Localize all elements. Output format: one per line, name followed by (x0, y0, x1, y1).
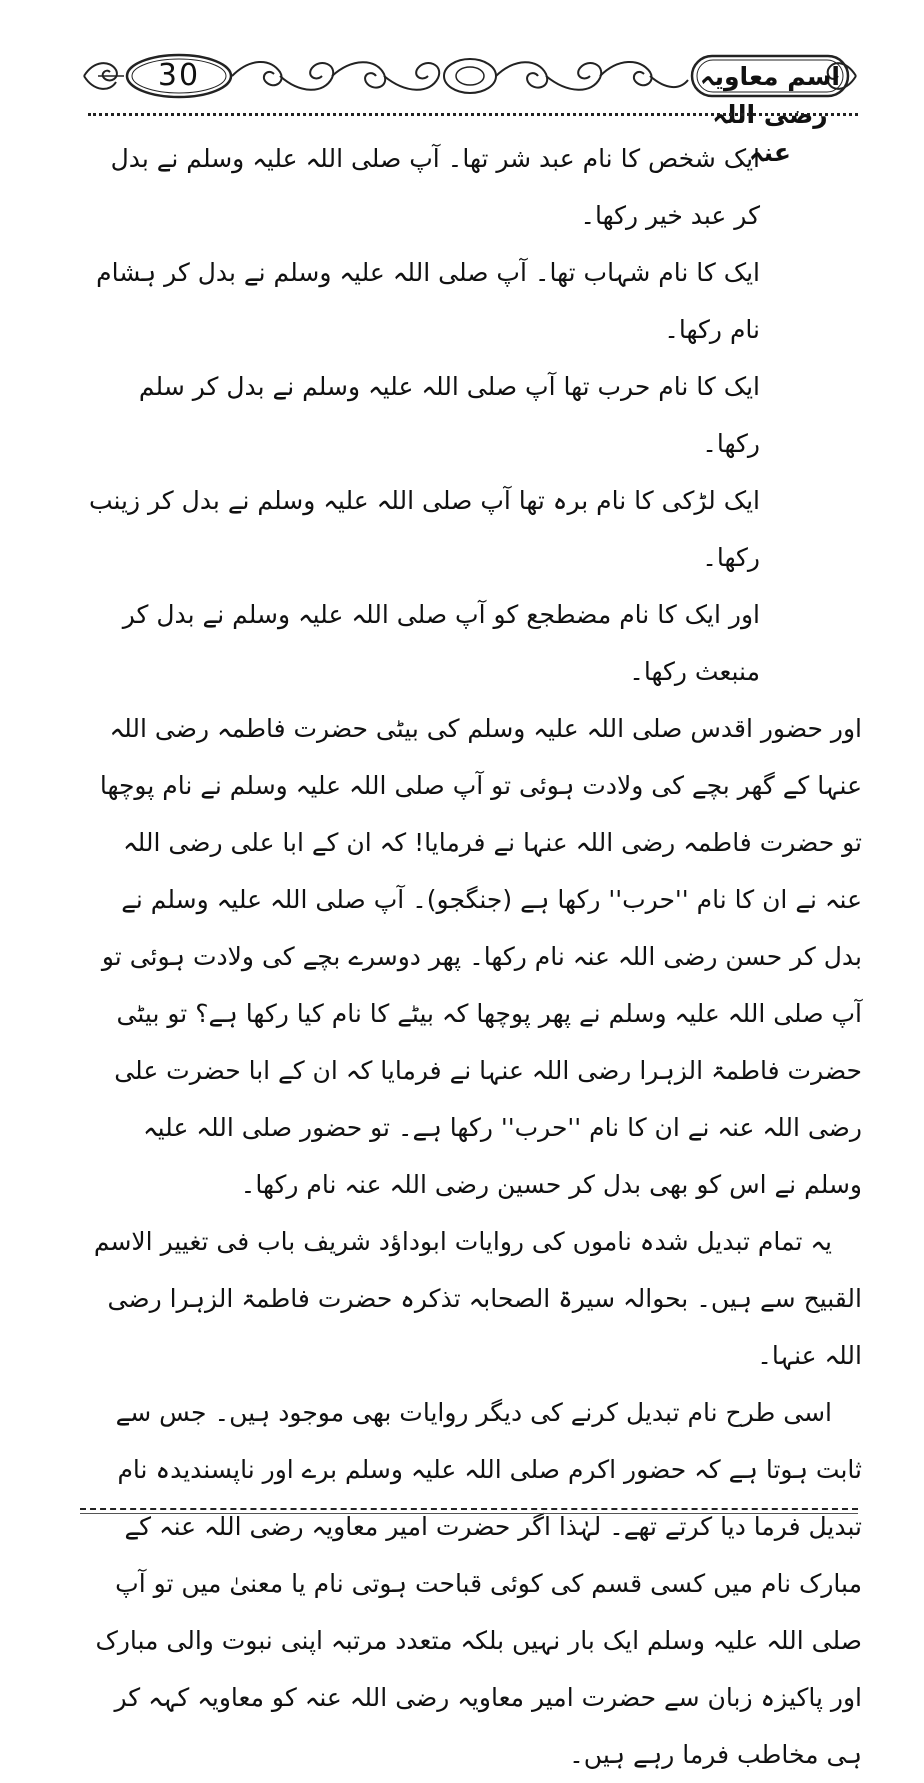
page-number: 30 (157, 58, 201, 93)
footer-divider (80, 1508, 858, 1510)
text-line: اور ایک کا نام مضطجع کو آپ صلی اللہ علیہ وسلم نے بدل کر منبعث رکھا۔ (122, 600, 760, 686)
footer-divider-underline (80, 1513, 858, 1514)
page-body (88, 130, 862, 1783)
text-line: ایک کا نام شہاب تھا۔ آپ صلی اللہ علیہ وسلم نے بدل کر ہشام نام رکھا۔ (96, 258, 760, 344)
text-line: ایک کا نام حرب تھا آپ صلی اللہ علیہ وسلم نے بدل کر سلم رکھا۔ (138, 372, 760, 458)
text-line: ایک شخص کا نام عبد شر تھا۔ آپ صلی اللہ علیہ وسلم نے بدل کر عبد خیر رکھا۔ (110, 144, 760, 230)
text-line: ایک لڑکی کا نام برہ تھا آپ صلی اللہ علیہ وسلم نے بدل کر زینب رکھا۔ (88, 486, 760, 572)
header-divider (88, 113, 858, 116)
page-header (80, 50, 860, 167)
paragraph: اور حضور اقدس صلی اللہ علیہ وسلم کی بیٹی حضرت فاطمہ رضی اللہ عنہا کے گھر بچے کی ولادت ہوئی تو آپ صلی اللہ علیہ وسلم نے نام پوچھا تو حضرت فاطمہ رضی اللہ عنہا نے فرمایا! کہ ان کے ابا علی رضی اللہ عنہ نے ان کا نام ''حرب'' رکھا ہے (جنگجو)۔ آپ صلی اللہ علیہ وسلم نے بدل کر حسن رضی اللہ عنہ نام رکھا۔ پھر دوسرے بچے کی ولادت ہوئی تو آپ صلی اللہ علیہ وسلم نے پھر پوچھا کہ بیٹے کا نام کیا رکھا ہے؟ تو بیٹی حضرت فاطمۃ الزہرا رضی اللہ عنہا نے فرمایا کہ ان کے ابا حضرت علی رضی اللہ عنہ نے ان کا نام ''حرب'' رکھا ہے۔ تو حضور صلی اللہ علیہ وسلم نے اس کو بھی بدل کر حسین رضی اللہ عنہ نام رکھا۔ (99, 714, 862, 1199)
paragraph: اسی طرح نام تبدیل کرنے کی دیگر روایات بھی موجود ہیں۔ جس سے ثابت ہوتا ہے کہ حضور اکرم صلی اللہ علیہ وسلم برے اور ناپسندیدہ نام تبدیل فرما دیا کرتے تھے۔ لہٰذا اگر حضرت امیر معاویہ رضی اللہ عنہ کے مبارک نام میں کسی قسم کی کوئی قباحت ہوتی نام یا معنیٰ میں تو آپ صلی اللہ علیہ وسلم ایک بار نہیں بلکہ متعدد مرتبہ اپنی نبوت والی مبارک اور پاکیزہ زبان سے حضرت امیر معاویہ رضی اللہ عنہ کو معاویہ کہہ کر ہی مخاطب فرما رہے ہیں۔ (95, 1398, 862, 1769)
book-title: اسم معاویہ رضی اللہ عنہ (699, 62, 840, 167)
paragraph: یہ تمام تبدیل شدہ ناموں کی روایات ابوداؤد شریف باب فی تغییر الاسم القبیح سے ہیں۔ بحوالہ سیرۃ الصحابہ تذکرہ حضرت فاطمۃ الزہرا رضی اللہ عنہا۔ (93, 1227, 862, 1370)
